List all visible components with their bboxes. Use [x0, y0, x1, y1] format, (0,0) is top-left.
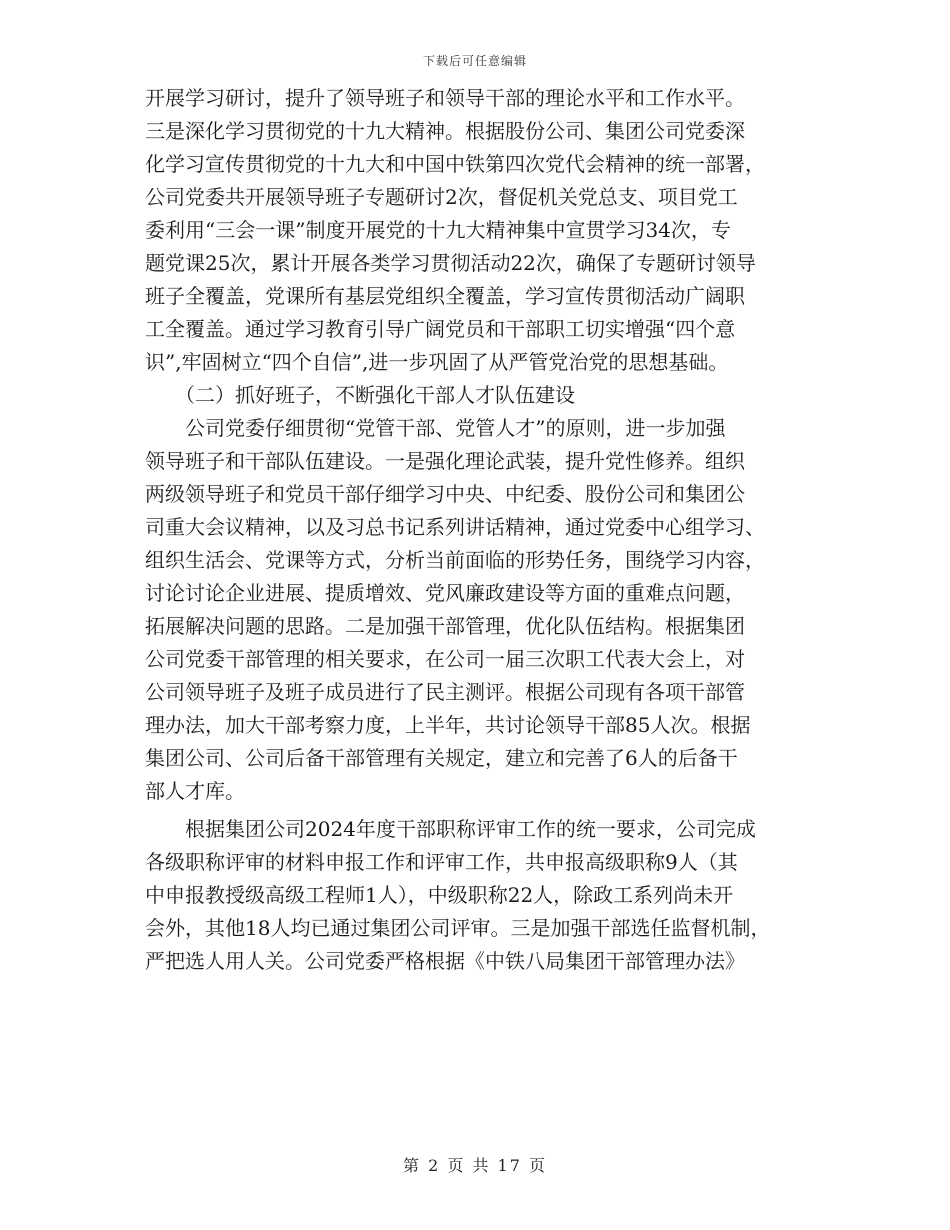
text-line: 题党课25次，累计开展各类学习贯彻活动22次，确保了专题研讨领导: [145, 251, 756, 275]
text-line: 化学习宣传贯彻党的十九大和中国中铁第四次党代会精神的统一部署，: [145, 152, 765, 176]
text-line: 识”,牢固树立“四个自信”,进一步巩固了从严管党治党的思想基础。: [145, 350, 729, 374]
text-line: 中申报教授级高级工程师1人），中级职称22人，除政工系列尚未开: [145, 883, 734, 907]
text-line: 集团公司、公司后备干部管理有关规定，建立和完善了6人的后备干: [145, 746, 738, 770]
document-body: [145, 82, 817, 978]
text-line: 讨论讨论企业进展、提质增效、党风廉政建设等方面的重难点问题，: [145, 581, 745, 605]
section-heading: （二）抓好班子，不断强化干部人才队伍建设: [145, 383, 575, 407]
text-line: 公司领导班子及班子成员进行了民主测评。根据公司现有各项干部管: [145, 680, 745, 704]
text-line: 会外，其他18人均已通过集团公司评审。三是加强干部选任监督机制，: [145, 916, 771, 940]
text-line: 拓展解决问题的思路。二是加强干部管理，优化队伍结构。根据集团: [145, 614, 745, 638]
text-line: 公司党委干部管理的相关要求，在公司一届三次职工代表大会上，对: [145, 647, 745, 671]
text-line: 各级职称评审的材料申报工作和评审工作，共申报高级职称9人（其: [145, 850, 738, 874]
text-line: 根据集团公司2024年度干部职称评审工作的统一要求，公司完成: [145, 817, 756, 841]
text-line: 两级领导班子和党员干部仔细学习中央、中纪委、股份公司和集团公: [145, 482, 745, 506]
text-line: 开展学习研讨，提升了领导班子和领导干部的理论水平和工作水平。: [145, 86, 745, 110]
text-line: 工全覆盖。通过学习教育引导广阔党员和干部职工切实增强“四个意: [145, 317, 736, 341]
text-line: 委利用“三会一课”制度开展党的十九大精神集中宣贯学习34次，专: [145, 218, 731, 242]
text-line: 理办法，加大干部考察力度，上半年，共讨论领导干部85人次。根据: [145, 713, 751, 737]
text-line: 领导班子和干部队伍建设。一是强化理论武装，提升党性修养。组织: [145, 449, 745, 473]
text-line: 班子全覆盖，党课所有基层党组织全覆盖，学习宣传贯彻活动广阔职: [145, 284, 745, 308]
text-line: 三是深化学习贯彻党的十九大精神。根据股份公司、集团公司党委深: [145, 119, 745, 143]
page-number: 第 2 页 共 17 页: [403, 1156, 547, 1175]
text-line: 公司党委仔细贯彻“党管干部、党管人才”的原则，进一步加强: [145, 416, 726, 440]
text-line: 司重大会议精神，以及习总书记系列讲话精神，通过党委中心组学习、: [145, 515, 765, 539]
text-line: 组织生活会、党课等方式，分析当前面临的形势任务，围绕学习内容，: [145, 548, 765, 572]
page-header: 下载后可任意编辑: [422, 54, 527, 68]
text-line: 部人才库。: [145, 779, 245, 803]
text-line: 公司党委共开展领导班子专题研讨2次，督促机关党总支、项目党工: [145, 185, 738, 209]
text-line: 严把选人用人关。公司党委严格根据《中铁八局集团干部管理办法》: [145, 949, 745, 973]
